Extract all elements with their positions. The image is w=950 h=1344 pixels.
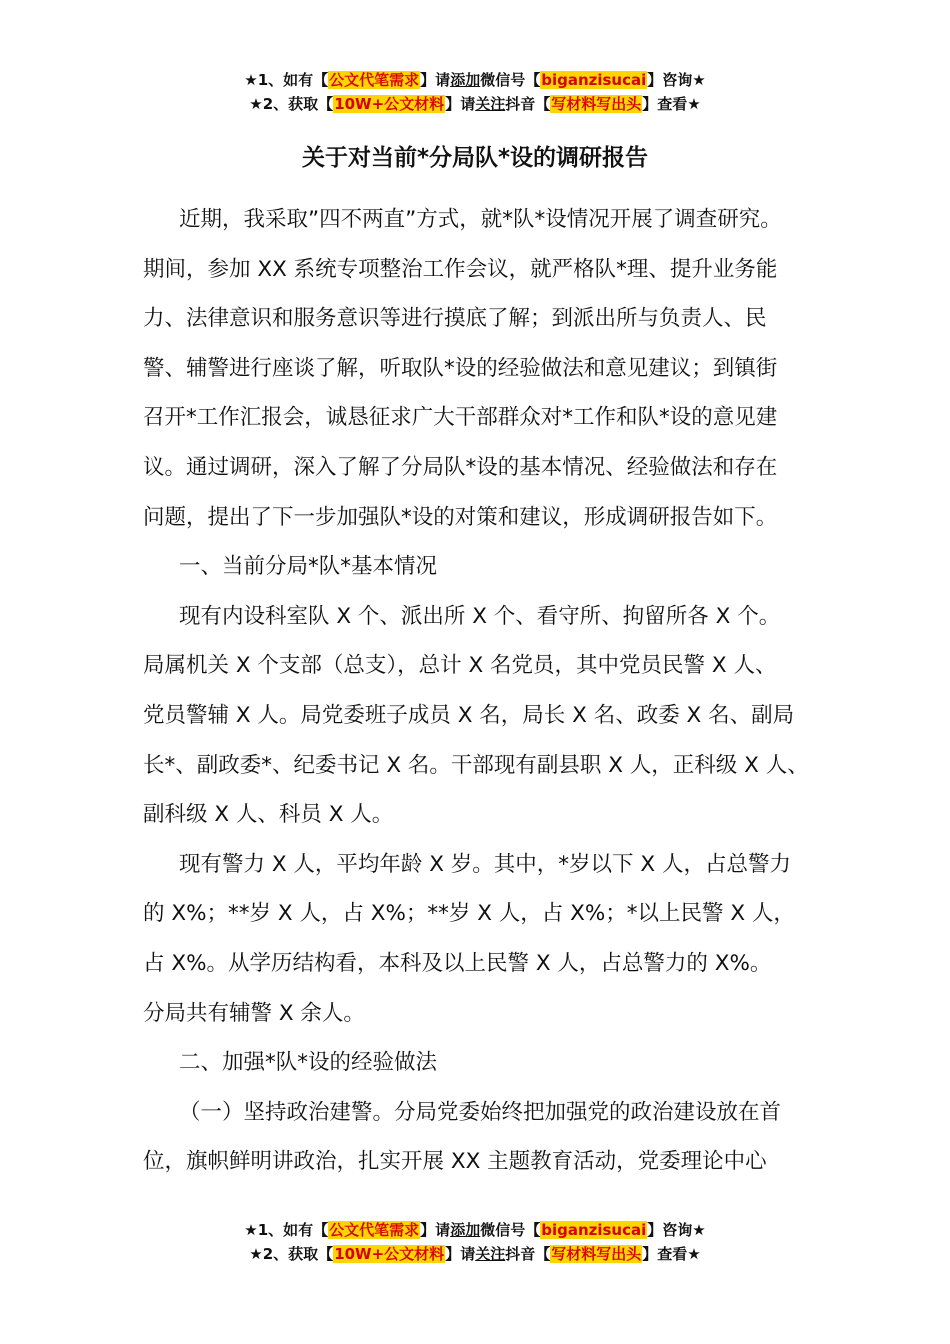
paragraph-line: 局属机关 X 个支部（总支），总计 X 名党员，其中党员民警 X 人、: [143, 653, 777, 679]
promo-footer: [0, 1218, 950, 1266]
promo-text: ★1、如有【: [244, 1221, 329, 1239]
paragraph-line: 警、辅警进行座谈了解，听取队*设的经验做法和意见建议；到镇街: [143, 355, 778, 381]
promo-text: ★2、获取【: [249, 95, 334, 113]
promo-text: 微信号【: [480, 1221, 541, 1239]
promo-highlight: 10W+公文材料: [334, 1245, 445, 1263]
promo-line-1: [0, 68, 950, 92]
paragraph-line: 分局共有辅警 X 余人。: [143, 1000, 365, 1026]
promo-text: ★1、如有【: [244, 71, 329, 89]
promo-highlight-douyin-id: 写材料写出头: [551, 95, 642, 113]
promo-text: 】请: [445, 1245, 476, 1263]
promo-text: 】请: [420, 1221, 451, 1239]
promo-highlight: 公文代笔需求: [329, 71, 420, 89]
paragraph-line: 位，旗帜鲜明讲政治，扎实开展 XX 主题教育活动，党委理论中心: [143, 1149, 767, 1175]
promo-text: ★2、获取【: [249, 1245, 334, 1263]
promo-text: 】请: [445, 95, 476, 113]
paragraph-line: 占 X%。从学历结构看，本科及以上民警 X 人，占总警力的 X%。: [143, 950, 772, 976]
promo-underlined: 关注: [475, 1245, 506, 1263]
promo-text: 】咨询★: [647, 71, 706, 89]
promo-text: 】查看★: [642, 95, 701, 113]
promo-text: 】咨询★: [647, 1221, 706, 1239]
section-heading: 二、加强*队*设的经验做法: [179, 1050, 438, 1076]
paragraph-line: 现有警力 X 人，平均年龄 X 岁。其中，*岁以下 X 人，占总警力: [179, 851, 791, 877]
promo-highlight-wechat-id: biganzisucai: [541, 71, 647, 89]
section-heading: 一、当前分局*队*基本情况: [179, 554, 438, 580]
paragraph-line: 现有内设科室队 X 个、派出所 X 个、看守所、拘留所各 X 个。: [179, 603, 781, 629]
promo-underlined: 添加: [450, 71, 481, 89]
document-title: 关于对当前*分局队*设的调研报告: [301, 145, 649, 171]
promo-text: 】请: [420, 71, 451, 89]
paragraph-line: 议。通过调研，深入了解了分局队*设的基本情况、经验做法和存在: [143, 454, 778, 480]
paragraph-line: 副科级 X 人、科员 X 人。: [143, 802, 394, 828]
promo-highlight-douyin-id: 写材料写出头: [551, 1245, 642, 1263]
promo-text: 抖音【: [505, 95, 551, 113]
paragraph-line: 近期，我采取”四不两直”方式，就*队*设情况开展了调查研究。: [179, 207, 782, 232]
paragraph-line: 问题，提出了下一步加强队*设的对策和建议，形成调研报告如下。: [143, 504, 778, 530]
paragraph-line: 党员警辅 X 人。局党委班子成员 X 名，局长 X 名、政委 X 名、副局: [143, 702, 795, 728]
promo-underlined: 添加: [450, 1221, 481, 1239]
promo-text: 】查看★: [642, 1245, 701, 1263]
paragraph-line: 力、法律意识和服务意识等进行摸底了解；到派出所与负责人、民: [143, 306, 767, 332]
paragraph-line: 的 X%；**岁 X 人，占 X%；**岁 X 人，占 X%；*以上民警 X 人，: [143, 901, 795, 927]
paragraph-line: （一）坚持政治建警。分局党委始终把加强党的政治建设放在首: [179, 1099, 782, 1125]
promo-highlight: 10W+公文材料: [334, 95, 445, 113]
promo-line-1: [0, 1218, 950, 1242]
promo-line-2: [0, 1242, 950, 1266]
paragraph-line: 期间，参加 XX 系统专项整治工作会议，就严格队*理、提升业务能: [143, 256, 778, 282]
document-body: [143, 195, 826, 1187]
promo-highlight-wechat-id: biganzisucai: [541, 1221, 647, 1239]
promo-header: [0, 68, 950, 116]
promo-highlight: 公文代笔需求: [329, 1221, 420, 1239]
promo-text: 微信号【: [480, 71, 541, 89]
promo-underlined: 关注: [475, 95, 506, 113]
promo-text: 抖音【: [505, 1245, 551, 1263]
paragraph-line: 召开*工作汇报会，诚恳征求广大干部群众对*工作和队*设的意见建: [143, 405, 778, 431]
paragraph-line: 长*、副政委*、纪委书记 X 名。干部现有副县职 X 人，正科级 X 人、: [143, 752, 809, 778]
promo-line-2: [0, 92, 950, 116]
